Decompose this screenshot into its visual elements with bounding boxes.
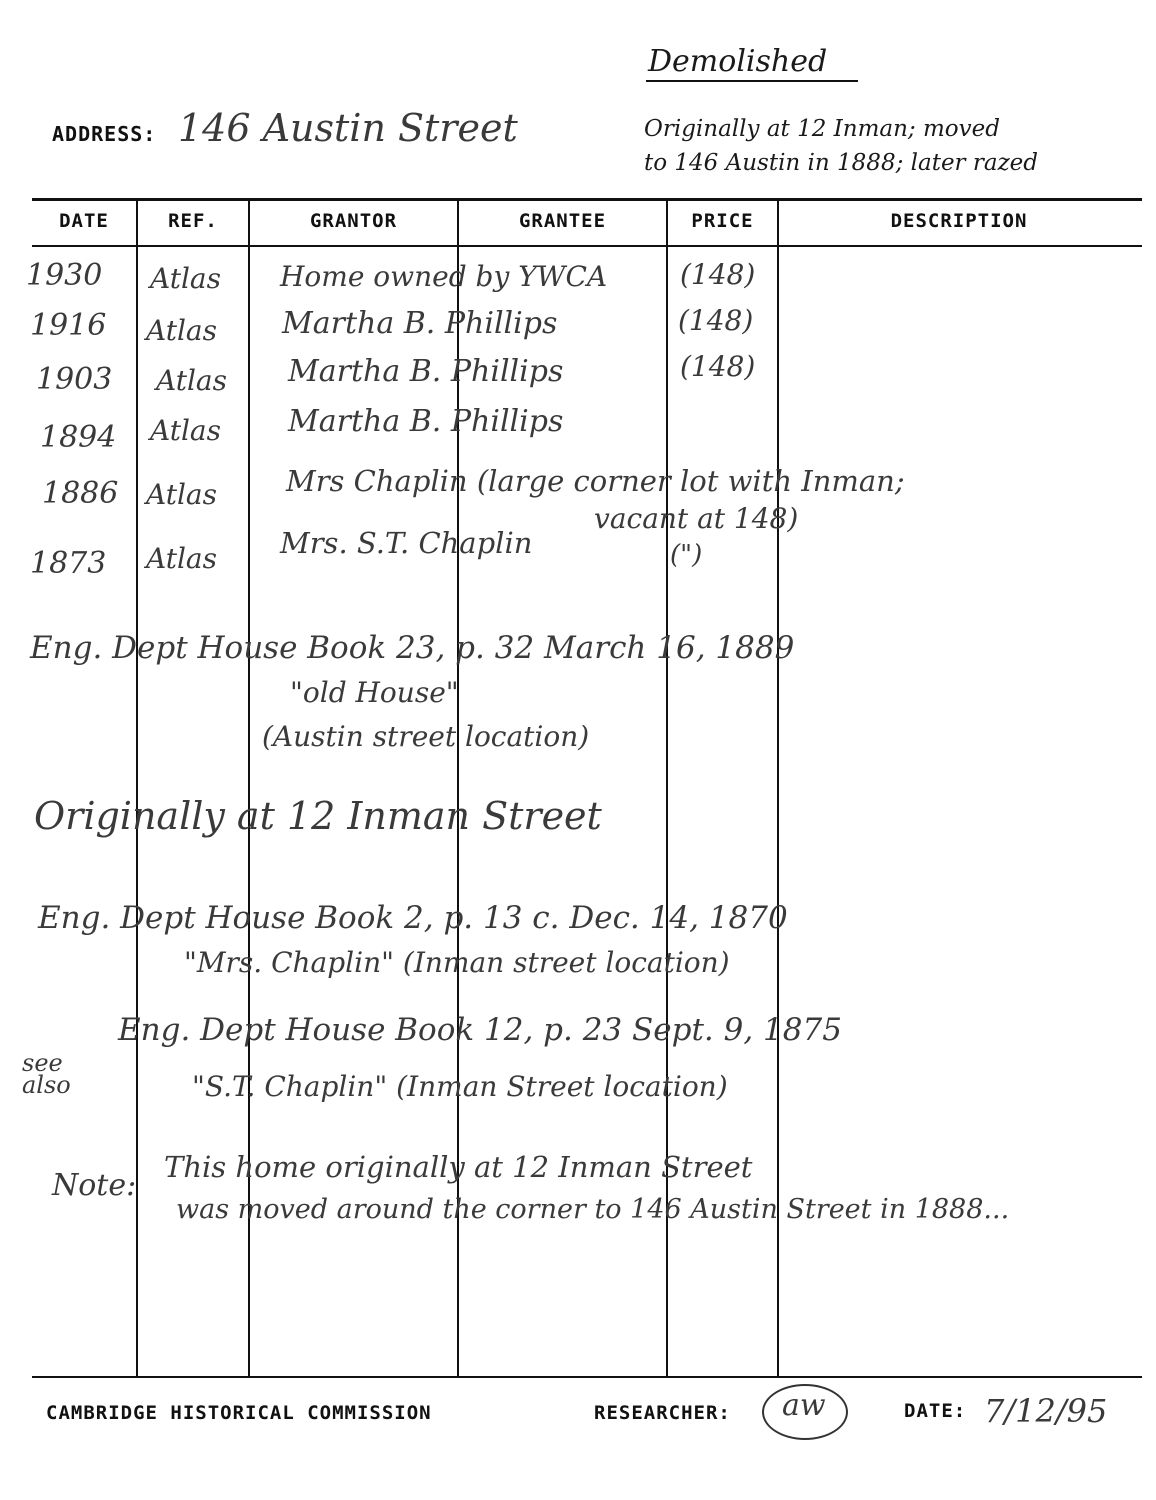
column-header-date: DATE: [59, 210, 109, 232]
column-header-grantee: GRANTEE: [518, 210, 607, 232]
header-note-line-2: to 146 Austin in 1888; later razed: [644, 150, 1039, 176]
table-row-ref: Atlas: [150, 414, 221, 447]
table-row-entry: Martha B. Phillips: [288, 354, 564, 389]
table-row-ref: Atlas: [146, 314, 217, 347]
researcher-initials: aw: [782, 1388, 826, 1423]
eng-dept-entry-3: Eng. Dept House Book 12, p. 23 Sept. 9, 1875: [118, 1012, 842, 1048]
address-label: ADDRESS:: [52, 122, 157, 146]
see-also-label: see also: [22, 1049, 71, 1099]
table-row-date: 1930: [26, 258, 103, 293]
column-header-description: DESCRIPTION: [890, 210, 1028, 232]
eng-dept-entry-1: Eng. Dept House Book 23, p. 32 March 16, 1889: [30, 630, 795, 666]
table-row-ref: Atlas: [156, 364, 227, 397]
column-header-ref: REF.: [168, 210, 218, 232]
table-row-ref: Atlas: [146, 478, 217, 511]
table-row-entry: Martha B. Phillips: [288, 404, 564, 439]
table-row-date: 1903: [36, 362, 113, 397]
eng-dept-entry-2: Eng. Dept House Book 2, p. 13 c. Dec. 14, 1870: [38, 900, 788, 936]
table-row-date: 1873: [30, 546, 107, 581]
eng-dept-entry-3-detail: "S.T. Chaplin" (Inman Street location): [192, 1070, 728, 1103]
originally-note: Originally at 12 Inman Street: [34, 794, 602, 838]
header-note-line-1: Originally at 12 Inman; moved: [644, 116, 1000, 142]
column-header-price: PRICE: [691, 210, 754, 232]
table-top-rule: [32, 198, 1142, 201]
eng-dept-entry-1-title: "old House": [290, 676, 459, 709]
table-header-rule: [32, 245, 1142, 247]
table-row-ref: Atlas: [150, 262, 221, 295]
note-line-1: This home originally at 12 Inman Street: [164, 1150, 753, 1184]
note-line-2: was moved around the corner to 146 Austin Street in 1888...: [176, 1194, 1010, 1225]
table-row-price: (148): [680, 258, 756, 291]
table-row-entry: Home owned by YWCA: [280, 260, 608, 293]
column-divider-date-ref: [136, 200, 138, 1376]
table-row-date: 1886: [42, 476, 119, 511]
eng-dept-entry-2-detail: "Mrs. Chaplin" (Inman street location): [184, 946, 730, 979]
table-row-date: 1916: [30, 308, 107, 343]
table-row-price: (148): [678, 304, 754, 337]
column-header-grantor: GRANTOR: [309, 210, 398, 232]
table-row-price: ("): [670, 540, 703, 570]
address-value: 146 Austin Street: [178, 106, 518, 150]
table-row-price: (148): [680, 350, 756, 383]
date-value: 7/12/95: [984, 1392, 1108, 1430]
demolished-underline: [646, 80, 858, 82]
table-row-ref: Atlas: [146, 542, 217, 575]
researcher-label: RESEARCHER:: [594, 1402, 731, 1424]
table-bottom-rule: [32, 1376, 1142, 1378]
table-row-entry: Mrs. S.T. Chaplin: [280, 526, 533, 560]
note-label: Note:: [52, 1168, 137, 1203]
table-row-entry: Mrs Chaplin (large corner lot with Inman;: [286, 464, 905, 498]
table-row-entry: Martha B. Phillips: [282, 306, 558, 341]
eng-dept-entry-1-location: (Austin street location): [262, 720, 590, 753]
table-row-continuation: vacant at 148): [594, 502, 799, 535]
demolished-note: Demolished: [648, 44, 828, 79]
table-row-date: 1894: [40, 420, 117, 455]
date-label: DATE:: [904, 1400, 967, 1422]
commission-name: CAMBRIDGE HISTORICAL COMMISSION: [46, 1402, 432, 1424]
